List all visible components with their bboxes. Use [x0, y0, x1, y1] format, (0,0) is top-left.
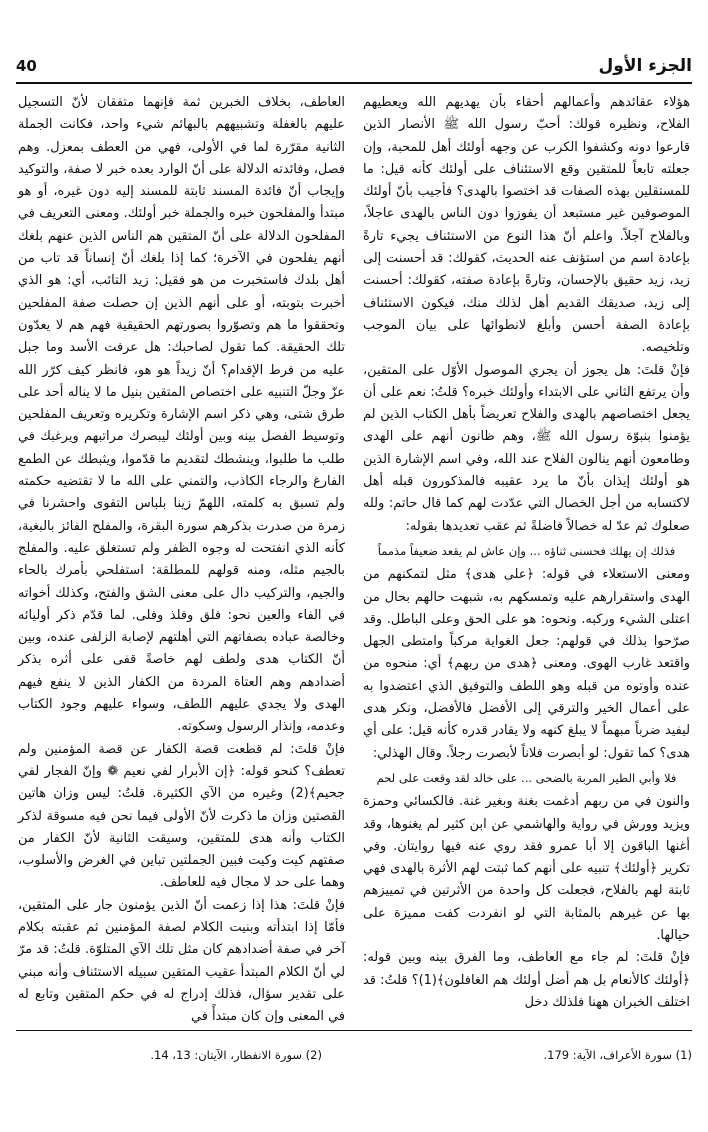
footnote-1: (1) سورة الأعراف، الآية: 179. — [543, 1048, 692, 1062]
paragraph: فإنْ قلتَ: هذا إذا زعمت أنّ الذين يؤمنون جار على المتقين، فأمّا إذا ابتدأته وبنيت الكلام لصفة المؤمنين ثم عقبته بكلام آخر في صفة أضدادهم كان مثل تلك الآي المتلوّة. قلتُ: قد مرّ لي أنّ الكلام المبتدأ عقيب المتقين سبيله الاستئناف وأنه مبني على تقدير سؤال، فذلك إدراج له في حكم المتقين وتابع له في المعنى وإن كان مبتدأً في — [18, 897, 345, 1025]
paragraph: فإنْ قلتَ: هل يجوز أن يجري الموصول الأوّل على المتقين، وأن يرتفع الثاني على الابتداء وأولئك خبره؟ قلتُ: نعم على أن يجعل اختصاصهم بالهدى والفلاح تعريضاً بأهل الكتاب الذين لم يؤمنوا بنبوّة رسول الله ﷺ، وهم ظانون أنهم على الهدى وطامعون أنهم ينالون الفلاح عند الله، وفي اسم الإشارة الذين هو أولئك إيذان بأنّ ما يرد عقيبه فالمذكورون قبله أهل لاكتسابه من أجل الخصال التي عدّدت لهم كما قال حاتم: ولله صعلوك ثم عدّ له خصالاً فاضلةً ثم عقب تعديدها بقوله: — [363, 362, 690, 534]
footnote-rule — [16, 1030, 692, 1031]
footnotes — [16, 1044, 692, 1068]
poetry-verse: فذلك إن يهلك فحسنى ثناؤه ... وإن عاش لم يقعد ضعيفاً مذمماً — [377, 543, 676, 558]
paragraph: العاطف، بخلاف الخبرين ثمة فإنهما متفقان لأنّ التسجيل عليهم بالغفلة وتشبيههم بالبهائم شيء واحد، فكانت الجملة الثانية مقرّرة لما في الأولى، فهي من العطف بمعزل. وهم فصل، وفائدته الدلالة على أنّ الوارد بعده خبر لا صفة، والتوكيد وإيجاب أنّ فائدة المسند ثابتة للمسند إليه دون غيره، أو هو مبتدأ والمفلحون خبره والجملة خبر أولئك. ومعنى التعريف في المفلحون الدلالة على أنّ المتقين هم الناس الذين عنهم بلغك أنهم يفلحون في الآخرة؛ كما إذا بلغك أنّ إنساناً قد تاب من أهل بلدك فاستخبرت من هو فقيل: زيد التائب، أي: هو الذي أخبرت بتوبته، أو على أنهم الذين إن حصلت صفة المفلحين وتحققوا ما هم وتصوّروا بصورتهم الحقيقية فهم هم لا يعدّون تلك الحقيقة. كما تقول لصاحبك: هل عرفت الأسد وما جبل عليه من فرط الإقدام؟ أنّ زيداً هو هو، فانظر كيف كرّر الله عزّ وجلّ التنبيه على اختصاص المتقين بنيل ما لا يناله أحد على طرق شتى، وهي ذكر اسم الإشارة وتكريره وتعريف المفلحين وتوسيط الفصل بينه وبين أولئك ليبصرك مراتبهم ويرغبك في طلب ما طلبوا، وينشطك لتقديم ما قدّموا، ويثبطك عن الطمع الفارغ والرجاء الكاذب، والتمني على الله ما لا تقتضيه حكمته ولم تسبق به كلمته، اللهمّ زينا بلباس التقوى واحشرنا في زمرة من صدرت بذكرهم سورة البقرة، والمفلح الفائز بالبغية، كأنه الذي انفتحت له وجوه الظفر ولم تستغلق عليه. والمفلج بالجيم مثله، ومنه قولهم للمطلقة: استفلحي بأمرك بالحاء والجيم، والتركيب دال على معنى الشق والفتح، وكذلك أخواته في الفاء والعين نحو: فلق وفلذ وفلى. لما قدّم ذكر أوليائه وخالصة عباده بصفاتهم التي أهلتهم لإصابة الزلفى عنده، وبين أنّ الكتاب هدى ولطف لهم خاصةً قفى على أثره بذكر أضدادهم وهم العتاة المردة من الكفار الذين لا ينفع فيهم الهدى ولا يجدي عليهم اللطف، وسواء عليهم وجود الكتاب وعدمه، وإنذار الرسول وسكوته. — [18, 95, 345, 735]
left-column — [18, 92, 345, 1025]
poetry-verse: فلا وأبي الطير المربة بالضحى ... على خالد لقد وقعت على لحم — [376, 770, 677, 785]
paragraph: ومعنى الاستعلاء في قوله: ﴿على هدى﴾ مثل لتمكنهم من الهدى واستقرارهم عليه وتمسكهم به، شبهت حالهم بحال من اعتلى الشيء وركبه. ونحوه: هو على الحق وعلى الباطل. وقد صرّحوا بذلك في قولهم: جعل الغواية مركباً وامتطى الجهل واقتعد غارب الهوى. ومعنى ﴿هدى من ربهم﴾ أي: منحوه من عنده وأوتوه من قبله وهو اللطف والتوفيق الذي اعتضدوا به على أعمال الخير والترقي إلى الأفضل فالأفضل، ونكر هدى ليفيد ضرباً مبهماً لا يبلغ كنهه ولا يقادر قدره كأنه قيل: على أي هدى؟ كما تقول: لو أبصرت فلاناً لأبصرت رجلاً. وقال الهذلي: — [363, 567, 690, 761]
paragraph: والنون في من ربهم أدغمت بغنة وبغير غنة. فالكسائي وحمزة ويزيد وورش في رواية والهاشمي عن ابن كثير لم يغنوها، وقد أغنها الباقون إلا أبا عمرو فقد روي عنه فيها روايتان. وفي تكرير ﴿أولئك﴾ تنبيه على أنهم كما ثبتت لهم الأثرة بالهدى فهي ثابتة لهم بالفلاح، فجعلت كل واحدة من الأثرتين في تمييزهم بها عن غيرهم بالمثابة التي لو انفردت كفت مميزة على حيالها. — [363, 794, 690, 943]
paragraph: فإنْ قلتَ: لم جاء مع العاطف، وما الفرق بينه وبين قوله: ﴿أولئك كالأنعام بل هم أضل أولئك هم الغافلون﴾(1)؟ قلتُ: قد اختلف الخبران ههنا فلذلك دخل — [363, 950, 690, 1010]
paragraph: هؤلاء عقائدهم وأعمالهم أحقاء بأن يهديهم الله ويعطيهم الفلاح، ونظيره قولك: أحبّ رسول الله ﷺ الأنصار الذين قارعوا دونه وكشفوا الكرب عن وجهه أولئك أهل للمحبة، وإن جعلته تابعاً للمتقين وقع الاستئناف على أولئك كأنه قيل: ما للمستقلين بهذه الصفات قد اختصوا بالهدى؟ فأجيب بأنّ أولئك الموصوفين غير مستبعد أن يفوزوا دون الناس بالهدى عاجلاً، وبالفلاح آجلاً. واعلم أنّ هذا النوع من الاستئناف يجيء تارةً بإعادة اسم من استؤنف عنه الحديث، كقولك: قد أحسنت إلى زيد، زيد حقيق بالإحسان، وتارةً بإعادة صفته، كقولك: أحسنت إلى زيد، صديقك القديم أهل لذلك منك، فيكون الاستئناف بإعادة الصفة أحسن وأبلغ لانطوائها على بيان الموجب وتلخيصه. — [363, 95, 690, 356]
text-columns — [18, 92, 690, 1025]
footnote-2: (2) سورة الانفطار، الآيتان: 13، 14. — [150, 1048, 322, 1062]
header-rule — [16, 82, 692, 84]
page-number: 40 — [16, 57, 37, 75]
right-column — [363, 92, 690, 1012]
running-title: الجزء الأول — [598, 56, 692, 76]
paragraph: فإنْ قلتَ: لم قطعت قصة الكفار عن قصة المؤمنين ولم تعطف؟ كنحو قوله: ﴿إن الأبرار لفي نعيم ❁ وإنّ الفجار لفي جحيم﴾(2) وغيره من الآي الكثيرة. قلتُ: ليس وزان هاتين القصتين وزان ما ذكرت لأنّ الأولى فيما نحن فيه مسوقة لذكر الكتاب وأنه هدى للمتقين، وسيقت الثانية لأنّ الكفار من صفتهم كيت وكيت فبين الجملتين تباين في الغرض والأسلوب، وهما على حد لا مجال فيه للعاطف. — [18, 741, 345, 891]
page-header — [16, 52, 692, 82]
